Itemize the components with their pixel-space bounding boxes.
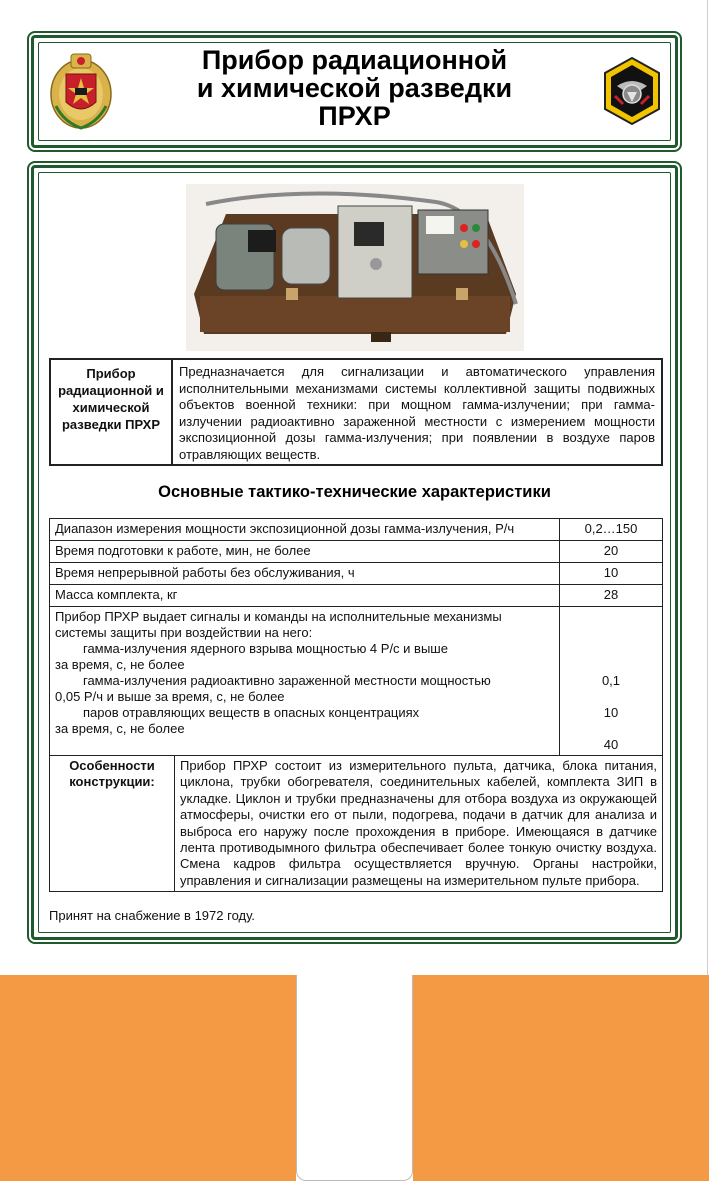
signals-description [50, 607, 560, 756]
signals-row [50, 607, 663, 756]
spec-label: Диапазон измерения мощности экспозиционной дозы гамма-излучения, Р/ч [50, 519, 560, 541]
army-emblem-icon [46, 50, 116, 132]
spec-value: 0,2…150 [560, 519, 663, 541]
table-row [50, 519, 663, 541]
content-frame [31, 165, 678, 940]
header-frame [31, 35, 678, 148]
spec-label: Время непрерывной работы без обслуживания, ч [50, 563, 560, 585]
signal-item-line: гамма-излучения радиоактивно зараженной местности мощностью [83, 673, 491, 688]
signal-item-line: гамма-излучения ядерного взрыва мощностью 4 Р/с и выше [83, 641, 448, 656]
device-name: Прибор радиационной и химической разведки ПРХР [51, 360, 173, 464]
signal-value: 0,1 [601, 673, 621, 688]
table-row [50, 585, 663, 607]
title-line-1: Прибор радиационной [201, 45, 508, 75]
chemical-troops-emblem-icon [601, 56, 663, 126]
table-row [50, 563, 663, 585]
features-row [50, 756, 663, 892]
specs-table [49, 518, 663, 892]
device-photo [186, 184, 524, 351]
spec-value: 20 [560, 541, 663, 563]
signal-item-line: за время, с, не более [55, 657, 185, 672]
signal-item-line: 0,05 Р/ч и выше за время, с, не более [55, 689, 285, 704]
title-line-3: ПРХР [318, 101, 391, 131]
specs-title: Основные тактико-технические характеристики [158, 483, 551, 501]
signals-intro: Прибор ПРХР выдает сигналы и команды на исполнительные механизмы системы защиты при воздействии на него: [55, 609, 502, 640]
stand-right-panel [413, 975, 709, 1181]
signal-value: 10 [603, 705, 619, 720]
title-line-2: и химической разведки [196, 73, 513, 103]
spec-label: Время подготовки к работе, мин, не более [50, 541, 560, 563]
stand-left-panel [0, 975, 296, 1181]
description-table [49, 358, 663, 466]
page-title [154, 46, 555, 130]
spec-value: 10 [560, 563, 663, 585]
signal-item-line: паров отравляющих веществ в опасных концентрациях [83, 705, 420, 720]
signal-value: 40 [603, 737, 619, 752]
stand-post [296, 975, 413, 1181]
signal-values [560, 607, 663, 756]
adoption-note: Принят на снабжение в 1972 году. [49, 908, 255, 923]
signal-item-line: за время, с, не более [55, 721, 185, 736]
features-text: Прибор ПРХР состоит из измерительного пульта, датчика, блока питания, циклона, трубки обогревателя, соединительных кабелей, комплекта ЗИП в укладке. Циклон и трубки предназначены для отбора воздуха из окружающей атмосферы, очистки его от пыли, подогрева, подачи в датчик для анализа и выброса его наружу после прохождения в приборе. Имеющаяся в датчике лента противодымного фильтра обеспечивает более тонкую очистку воздуха. Смена кадров фильтра осуществляется вручную. Органы настройки, управления и сигнализации размещены на измерительном пульте прибора. [175, 756, 663, 892]
spec-label: Масса комплекта, кг [50, 585, 560, 607]
device-purpose: Предназначается для сигнализации и автоматического управления исполнительными механизмами системы коллективной защиты подвижных объектов военной техники: при мощном гамма-излучении; при гамма-излучении радиоактивно зараженной местности с измерением мощности экспозиционной дозы гамма-излучения; при появлении в воздухе паров отравляющих веществ. [179, 364, 655, 462]
features-label: Особенности конструкции: [50, 756, 175, 892]
table-row [50, 541, 663, 563]
spec-value: 28 [560, 585, 663, 607]
